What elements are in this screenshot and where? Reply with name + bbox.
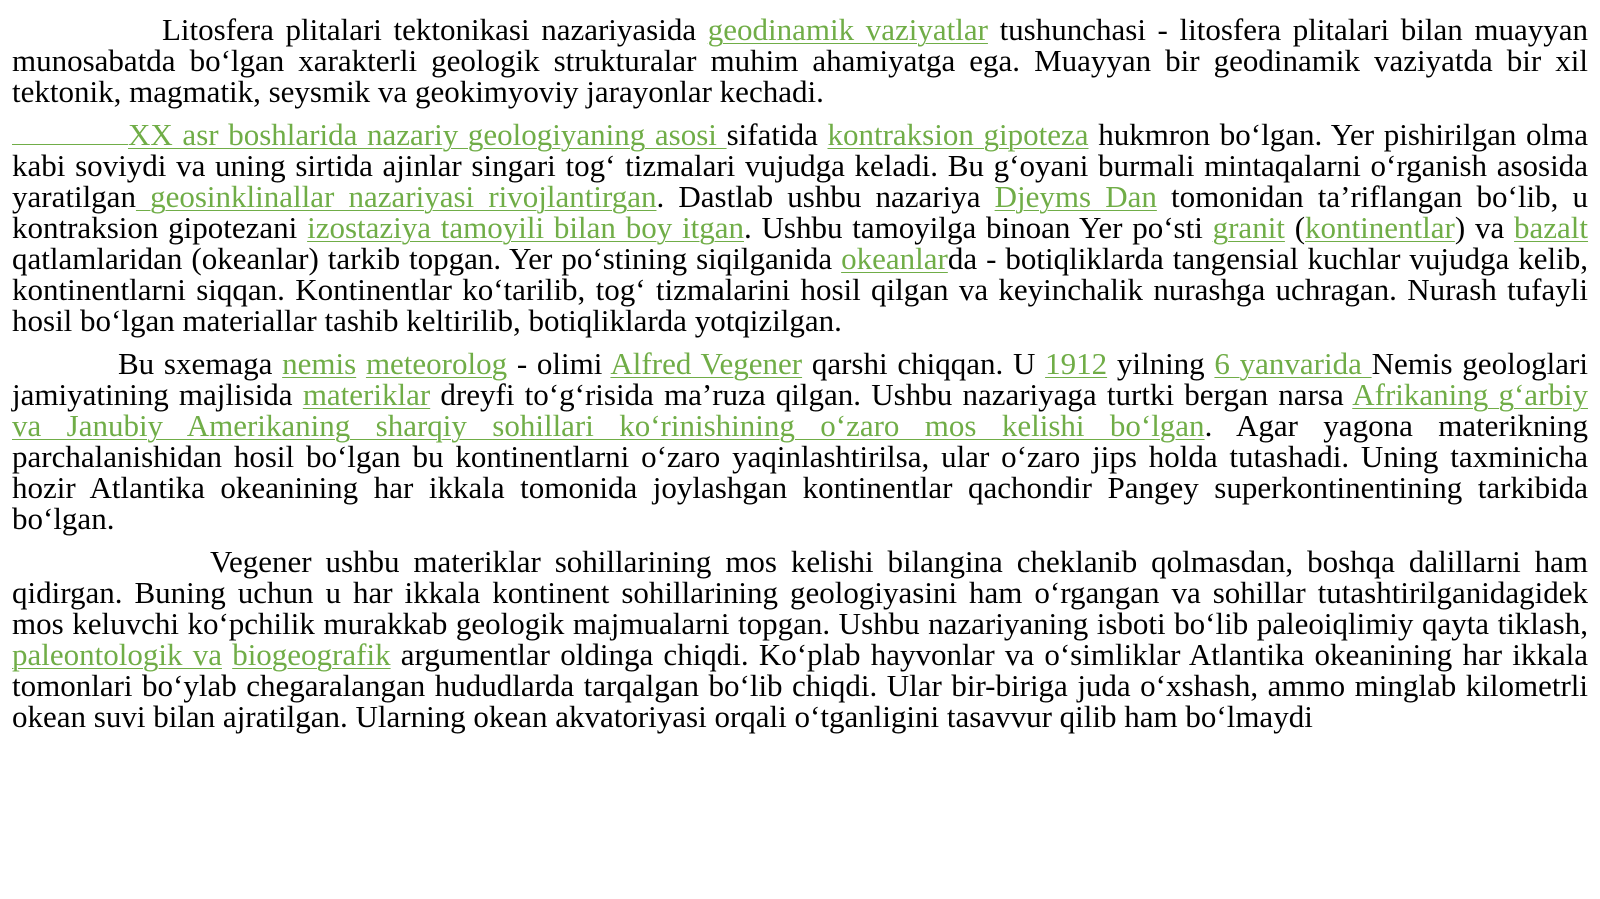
hyperlink[interactable]: izostaziya tamoyili bilan boy itgan [307, 210, 744, 245]
body-text: tushunchasi - litosfera plitalari bilan muayyan munosabatda bo‘lgan xarakterli geologik strukturalar muhim ahamiyatga ega. Muayyan bir geodinamik vaziyatda bir xil tektonik, magmatik, seysmik va geokimyoviy jarayonlar kechadi. [12, 12, 1588, 109]
hyperlink[interactable]: 6 yanvarida [1214, 346, 1372, 381]
hyperlink[interactable]: geodinamik vaziyatlar [707, 12, 988, 47]
hyperlink[interactable]: nemis [282, 346, 357, 381]
body-text: Vegener ushbu materiklar sohillarining mos kelishi bilangina cheklanib qolmasdan, boshqa dalillarni ham qidirgan. Buning uchun u har ikkala kontinent sohillarining geologiyasini ham o‘rgangan va sohillar tutashtirilganidagidek mos keluvchi ko‘pchilik murakkab geologik majmualarni topgan. Ushbu nazariyaning isboti bo‘lib paleoiqlimiy qayta tiklash, [12, 544, 1588, 641]
body-text: Nemis geologlari jamiyatining majlisida [12, 346, 1588, 412]
hyperlink[interactable]: Afrikaning g‘arbiy va Janubiy Amerikaning sharqiy sohillari ko‘rinishining o‘zaro mos kelishi bo‘lgan [12, 377, 1588, 443]
hyperlink[interactable]: Alfred Vegener [610, 346, 803, 381]
hyperlink[interactable]: meteorolog [365, 346, 508, 381]
body-text: hukmron bo‘lgan. Yer pishirilgan olma kabi soviydi va uning sirtida ajinlar singari tog‘ tizmalari vujudga keladi. Bu g‘oyani burmali mintaqalarni o‘rganish asosida yaratilgan [12, 117, 1588, 214]
paragraph-2 [12, 119, 1588, 336]
hyperlink[interactable]: kontraksion gipoteza [827, 117, 1089, 152]
body-text: sifatida [726, 117, 828, 152]
paragraph-3 [12, 348, 1588, 534]
indent-underline [12, 143, 128, 145]
body-text: tomonidan ta’riflangan bo‘lib, u kontraksion gipotezani [12, 179, 1588, 245]
paragraph-1 [12, 14, 1588, 107]
body-text [356, 346, 366, 381]
body-text: . Dastlab ushbu nazariya [656, 179, 995, 214]
body-text: . Ushbu tamoyilga binoan Yer po‘sti [743, 210, 1213, 245]
hyperlink[interactable]: XX asr boshlarida nazariy geologiyaning asosi [128, 117, 727, 152]
hyperlink[interactable]: granit [1212, 210, 1285, 245]
body-text [222, 637, 232, 672]
body-text: ( [1284, 210, 1306, 245]
hyperlink[interactable]: bazalt [1514, 210, 1589, 245]
body-text: . Agar yagona materikning parchalanishidan hosil bo‘lgan bu kontinentlarni o‘zaro yaqinlashtirilsa, ular o‘zaro jips holda tutashadi. Uning taxminicha hozir Atlantika okeanining har ikkala tomonida joylashgan kontinentlar qachondir Pangey superkontinentining tarkibida bo‘lgan. [12, 408, 1588, 536]
hyperlink[interactable]: paleontologik va [12, 637, 222, 672]
hyperlink[interactable]: geosinklinallar nazariyasi rivojlantirgan [135, 179, 657, 214]
hyperlink[interactable]: okeanlar [841, 241, 948, 276]
body-text: yilning [1107, 346, 1215, 381]
body-text: da - botiqliklarda tangensial kuchlar vujudga kelib, kontinentlarni siqqan. Kontinentlar ko‘tarilib, tog‘ tizmalarini hosil qilgan va keyinchalik nurashga uchragan. Nurash tufayli hosil bo‘lgan materiallar tashib keltirilib, botiqliklarda yotqizilgan. [12, 241, 1588, 338]
body-text: qarshi chiqqan. U [802, 346, 1046, 381]
hyperlink[interactable]: materiklar [302, 377, 431, 412]
body-text: argumentlar oldinga chiqdi. Ko‘plab hayvonlar va o‘simliklar Atlantika okeanining har ikkala tomonlari bo‘ylab chegaralangan hududlarda tarqalgan bo‘lib chiqdi. Ular bir-biriga juda o‘xshash, ammo minglab kilometrli okean suvi bilan ajratilgan. Ularning okean akvatoriyasi orqali o‘tganligini tasavvur qilib ham bo‘lmaydi [12, 637, 1588, 734]
body-text: Litosfera plitalari tektonikasi nazariyasida [162, 12, 708, 47]
body-text: - olimi [507, 346, 611, 381]
hyperlink[interactable]: Djeyms Dan [994, 179, 1157, 214]
paragraph-4 [12, 546, 1588, 732]
hyperlink[interactable]: 1912 [1045, 346, 1108, 381]
body-text: qatlamlaridan (okeanlar) tarkib topgan. Yer po‘stining siqilganida [12, 241, 842, 276]
hyperlink[interactable]: biogeografik [232, 637, 391, 672]
body-text: ) va [1454, 210, 1515, 245]
document-body [12, 14, 1588, 744]
body-text: Bu sxemaga [118, 346, 283, 381]
hyperlink[interactable]: kontinentlar [1305, 210, 1455, 245]
body-text: dreyfi to‘g‘risida ma’ruza qilgan. Ushbu nazariyaga turtki bergan narsa [430, 377, 1353, 412]
